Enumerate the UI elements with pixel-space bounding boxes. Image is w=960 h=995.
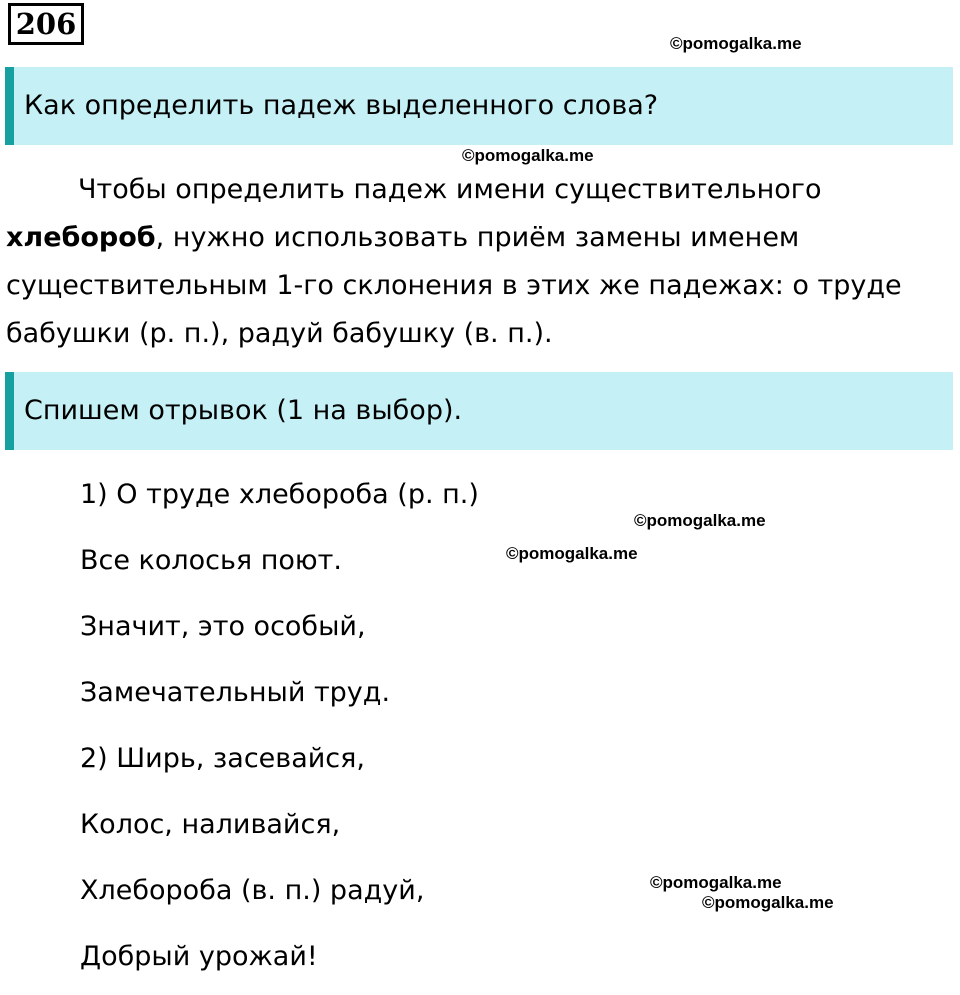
poem-line: 2) Ширь, засевайся,: [80, 743, 365, 774]
poem-line: Колос, наливайся,: [80, 809, 341, 840]
poem-line: Добрый урожай!: [80, 941, 318, 972]
poem-line: Значит, это особый,: [80, 611, 366, 642]
watermark: ©pomogalka.me: [650, 873, 782, 892]
poem-line: Хлебороба (в. п.) радуй,: [80, 875, 425, 906]
explanation-text-end: , нужно использовать приём замены именем существительным 1-го склонения в этих же падежах: о труде бабушки (р. п.), радуй бабушку (в. п.).: [6, 222, 902, 349]
highlighted-word: хлебороб: [6, 222, 156, 253]
question-heading: Как определить падеж выделенного слова?: [5, 67, 953, 145]
poem-line: Все колосья поют.: [80, 545, 342, 576]
explanation-text-start: Чтобы определить падеж имени существительного: [78, 174, 822, 205]
watermark: ©pomogalka.me: [506, 544, 638, 563]
watermark: ©pomogalka.me: [634, 511, 766, 530]
watermark: ©pomogalka.me: [702, 893, 834, 912]
task-heading: Спишем отрывок (1 на выбор).: [5, 372, 953, 450]
explanation-paragraph: [6, 166, 951, 358]
watermark: ©pomogalka.me: [462, 146, 594, 165]
poem-line: 1) О труде хлебороба (р. п.): [80, 479, 479, 510]
watermark: ©pomogalka.me: [670, 34, 802, 53]
poem-line: Замечательный труд.: [80, 677, 391, 708]
exercise-number: 206: [8, 3, 84, 45]
poem-excerpt: [80, 467, 479, 995]
